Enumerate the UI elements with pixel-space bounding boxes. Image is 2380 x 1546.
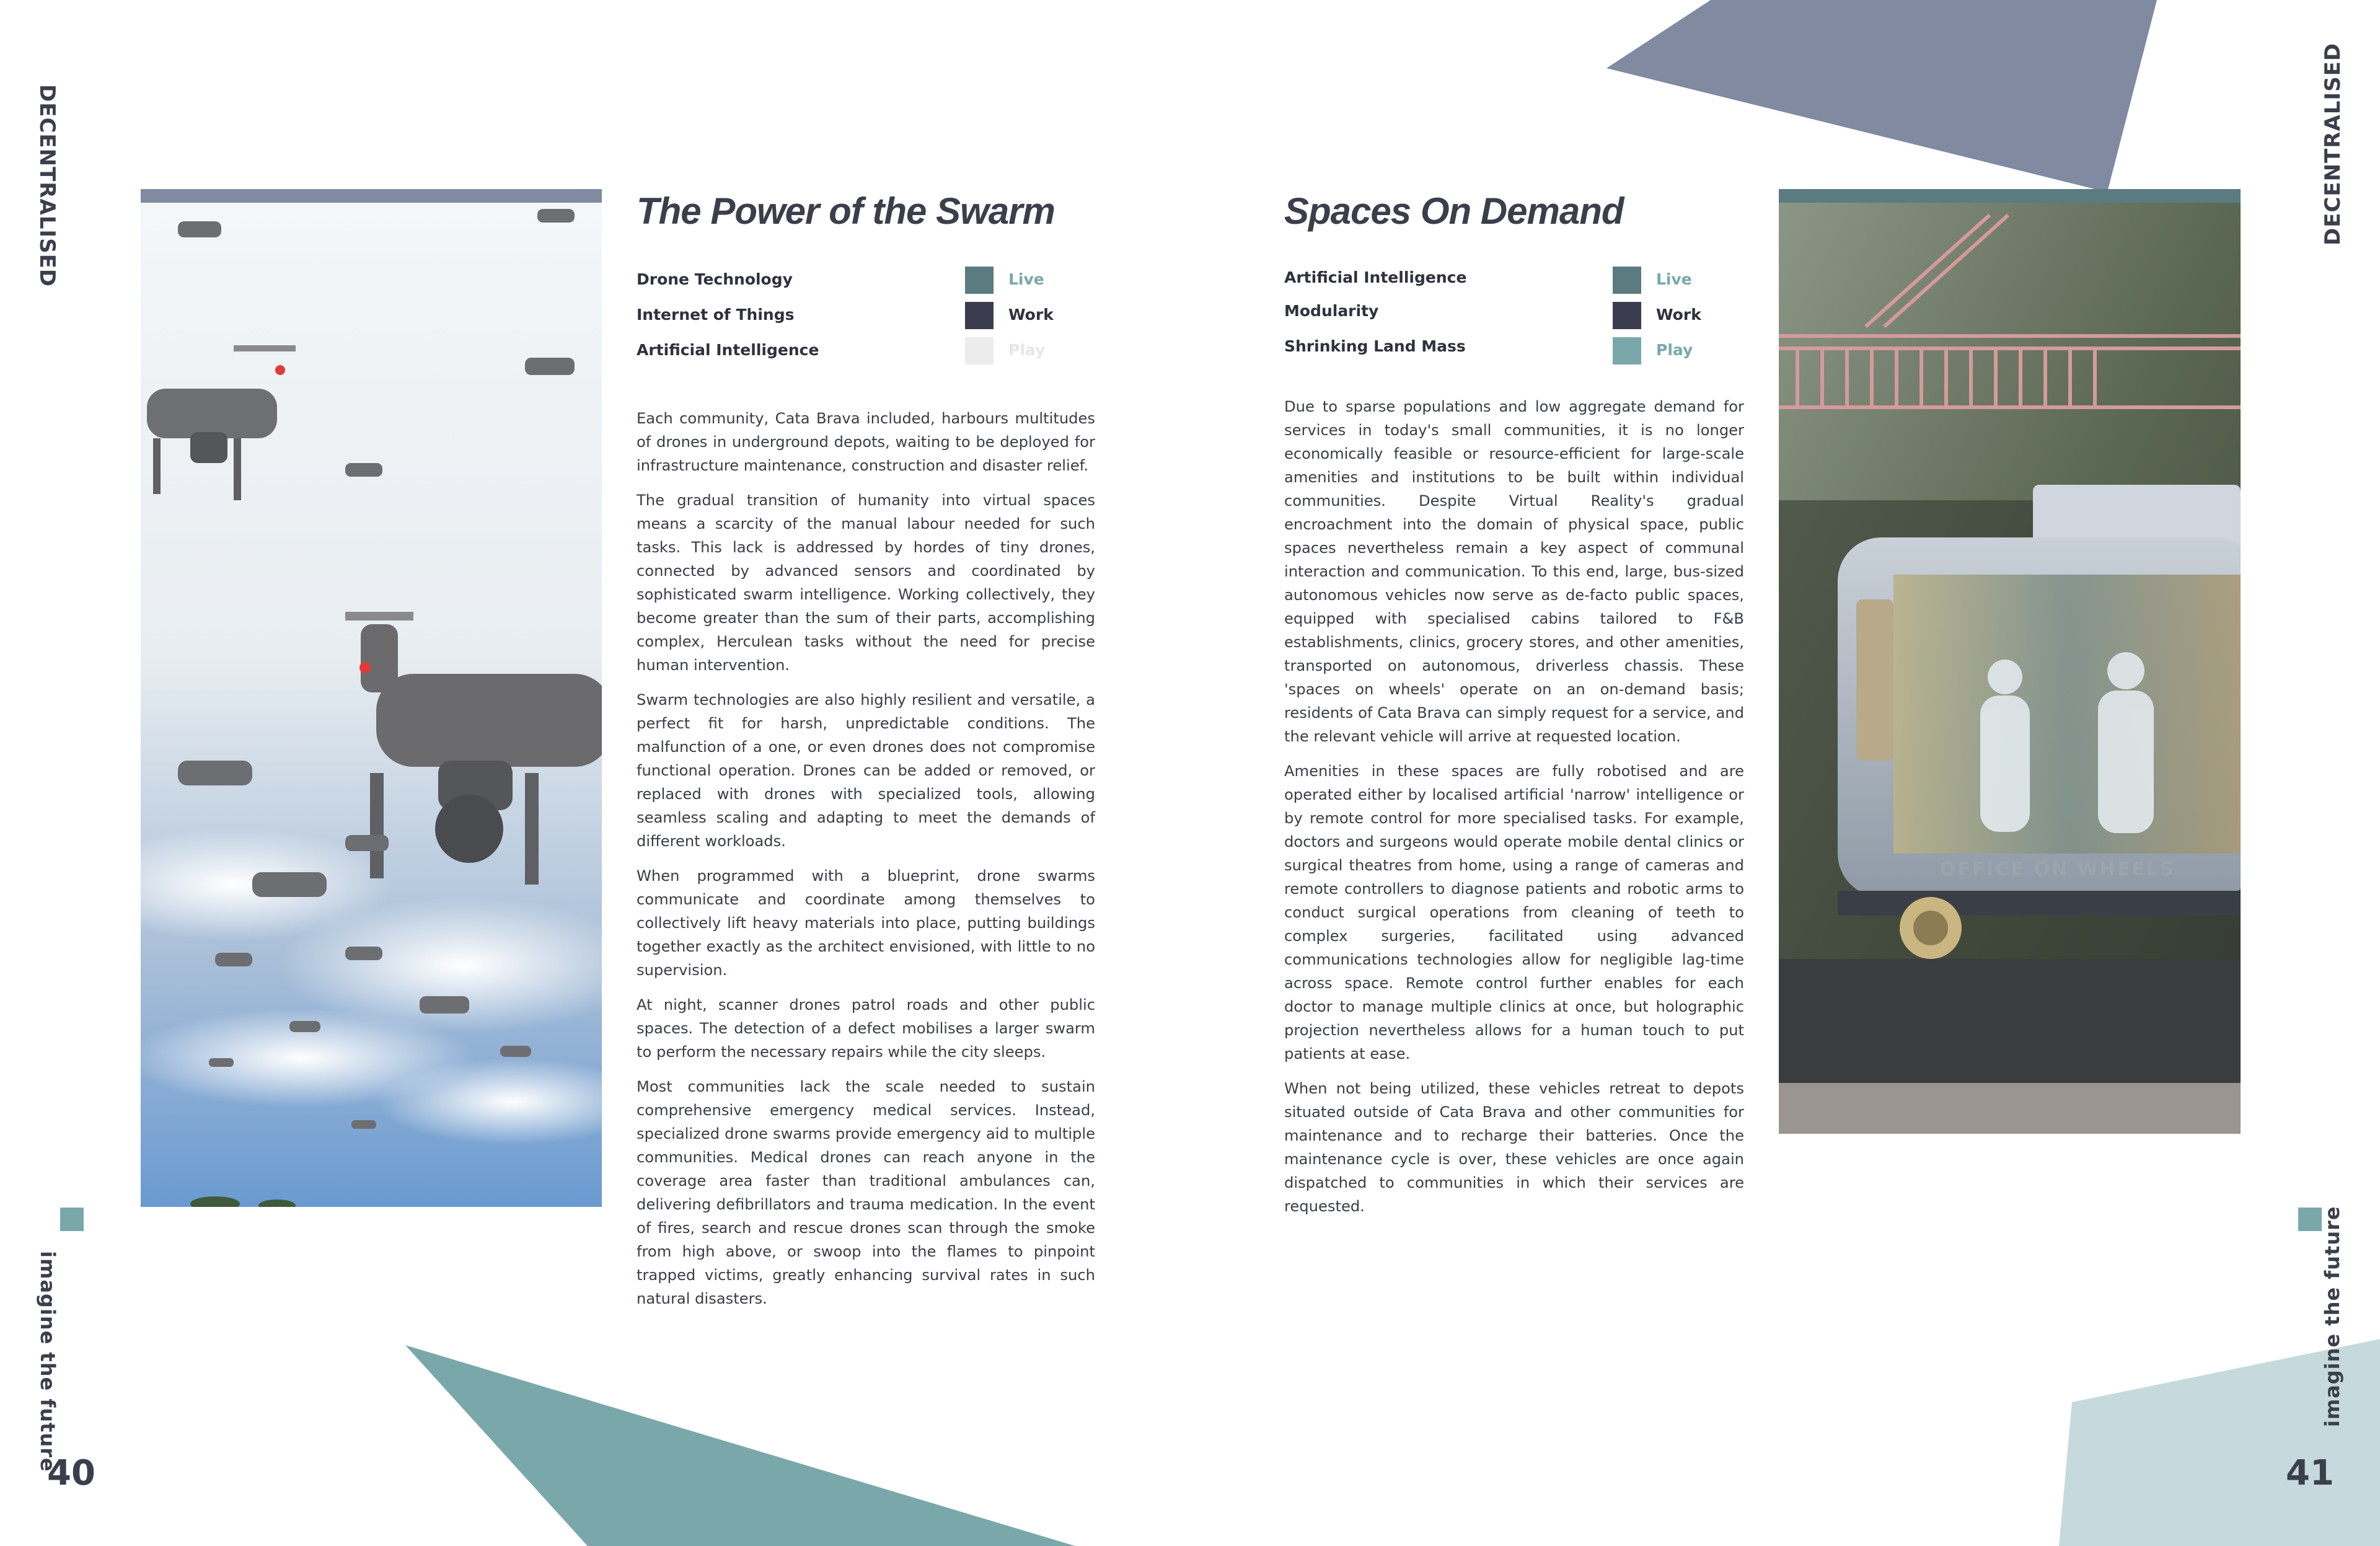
tag-live-swatch bbox=[1613, 267, 1641, 294]
left-tag-list bbox=[637, 267, 1108, 366]
tag-live-label: Live bbox=[1008, 270, 1044, 288]
tag-live-swatch bbox=[965, 267, 994, 294]
left-body-text bbox=[637, 407, 1095, 1322]
right-running-head: DECENTRALISED bbox=[2320, 42, 2345, 245]
paragraph: Due to sparse populations and low aggregate demand for services in today's small communities, it is no longer economically feasible or resource-efficient for large-scale amenities and institutions to be built within individual communities. Despite Virtual Reality's gradual encroachment into the domain of physical space, public spaces nevertheless remain a key aspect of communal interaction and communication. To this end, large, bus-sized autonomous vehicles now serve as de-facto public spaces, equipped with specialised cabins tailored to F&B establishments, clinics, grocery stores, and other amenities, transported on autonomous, driverless chassis. These 'spaces on wheels' operate on an on-demand basis; residents of Cata Brava can simply request for a service, and the relevant vehicle will arrive at requested location. bbox=[1284, 398, 1744, 745]
bottom-teal-triangle bbox=[405, 1345, 1075, 1546]
tag-live-label: Live bbox=[1656, 270, 1692, 288]
tag-play-swatch bbox=[1613, 337, 1641, 364]
paragraph: When programmed with a blueprint, drone swarms communicate and coordinate among themselves to collectively lift heavy materials into place, putting buildings together exactly as the architect envisioned, with little to no supervision. bbox=[637, 867, 1095, 979]
left-footer-label: imagine the future bbox=[36, 1251, 60, 1472]
tag-work-label: Work bbox=[1008, 306, 1054, 324]
paragraph: The gradual transition of humanity into virtual spaces means a scarcity of the manual labour needed for such tasks. This lack is addressed by hordes of tiny drones, connected by advanced sensors and coordinated by sophisticated swarm intelligence. Working collectively, they become greater than the sum of their parts, accomplishing complex, Herculean tasks without the need for precise human intervention. bbox=[637, 492, 1095, 674]
tag-row bbox=[637, 267, 1108, 294]
right-footer-label: imagine the future bbox=[2320, 1206, 2344, 1427]
paragraph: At night, scanner drones patrol roads and other public spaces. The detection of a defect mobilises a larger swarm to perform the necessary repairs while the city sleeps. bbox=[637, 996, 1095, 1061]
vehicle-body bbox=[1838, 485, 2241, 959]
tag-play-label: Play bbox=[1008, 341, 1046, 359]
tag-row bbox=[1284, 337, 1755, 364]
top-slate-triangle bbox=[1606, 0, 2157, 192]
tag-row bbox=[1284, 302, 1755, 329]
paragraph: When not being utilized, these vehicles retreat to depots situated outside of Cata Brava and other communities for maintenance and to recharge their batteries. Once the maintenance cycle is over, these vehicles are once again dispatched to communities in which their services are requested. bbox=[1284, 1080, 1744, 1215]
tag-work-swatch bbox=[965, 302, 994, 329]
right-body-text bbox=[1284, 395, 1744, 1229]
tag-name: Modularity bbox=[1284, 302, 1379, 320]
tag-row bbox=[1284, 267, 1755, 294]
tag-play-swatch bbox=[965, 337, 994, 364]
tag-name: Internet of Things bbox=[637, 306, 795, 324]
drone-swarm-image bbox=[141, 203, 602, 1207]
vehicle-signage: OFFICE ON WHEELS bbox=[1940, 859, 2175, 880]
right-page-title: Spaces On Demand bbox=[1284, 190, 1624, 232]
tag-name: Shrinking Land Mass bbox=[1284, 337, 1466, 355]
tag-work-label: Work bbox=[1656, 306, 1701, 324]
tag-play-label: Play bbox=[1656, 341, 1693, 359]
tag-name: Drone Technology bbox=[637, 270, 793, 288]
left-footer-square bbox=[60, 1208, 84, 1231]
paragraph: Amenities in these spaces are fully robotised and are operated either by localised artificial 'narrow' intelligence or by remote control for more specialised tasks. For example, doctors and surgeons would operate mobile dental clinics or surgical theatres from home, using a range of cameras and remote controllers to diagnose patients and robotic arms to conduct surgical operations from cleaning of teeth to complex surgeries, facilitated using advanced communications technologies allow for negligible lag-time across space. Remote control further enables for each doctor to manage multiple clinics at once, but holographic projection nevertheless allows for a human touch to put patients at ease. bbox=[1284, 762, 1744, 1062]
tag-name: Artificial Intelligence bbox=[1284, 268, 1467, 286]
paragraph: Most communities lack the scale needed to sustain comprehensive emergency medical services. Instead, specialized drone swarms provide emergency aid to multiple communities. Medical drones can reach anyone in the coverage area faster than traditional ambulances can, delivering defibrillators and trauma medication. In the event of fires, search and rescue drones scan through the smoke from high above, or swoop into the flames to pinpoint trapped victims, greatly enhancing survival rates in such natural disasters. bbox=[637, 1078, 1095, 1307]
left-running-head: DECENTRALISED bbox=[35, 84, 60, 288]
office-vehicle-illustration bbox=[1779, 203, 2241, 1134]
right-tag-list bbox=[1284, 267, 1755, 366]
tag-row bbox=[637, 337, 1108, 364]
right-image-top-bar bbox=[1779, 189, 2241, 203]
right-page-number: 41 bbox=[2286, 1453, 2334, 1493]
paragraph: Each community, Cata Brava included, harbours multitudes of drones in underground depots, waiting to be deployed for infrastructure maintenance, construction and disaster relief. bbox=[637, 410, 1095, 474]
office-vehicle-image bbox=[1779, 203, 2241, 1134]
paragraph: Swarm technologies are also highly resilient and versatile, a perfect fit for harsh, unpredictable conditions. The malfunction of a one, or even drones does not compromise functional operation. Drones can be added or removed, or replaced with drones with specialized tools, allowing seamless scaling and adapting to meet the demands of different workloads. bbox=[637, 691, 1095, 850]
left-page-title: The Power of the Swarm bbox=[637, 190, 1055, 232]
left-image-top-bar bbox=[141, 189, 602, 203]
left-page-number: 40 bbox=[47, 1453, 95, 1493]
tag-name: Artificial Intelligence bbox=[637, 341, 819, 359]
right-footer-square bbox=[2298, 1208, 2322, 1231]
tag-row bbox=[637, 302, 1108, 329]
tag-work-swatch bbox=[1613, 302, 1641, 329]
drone-swarm-illustration bbox=[141, 203, 602, 1207]
